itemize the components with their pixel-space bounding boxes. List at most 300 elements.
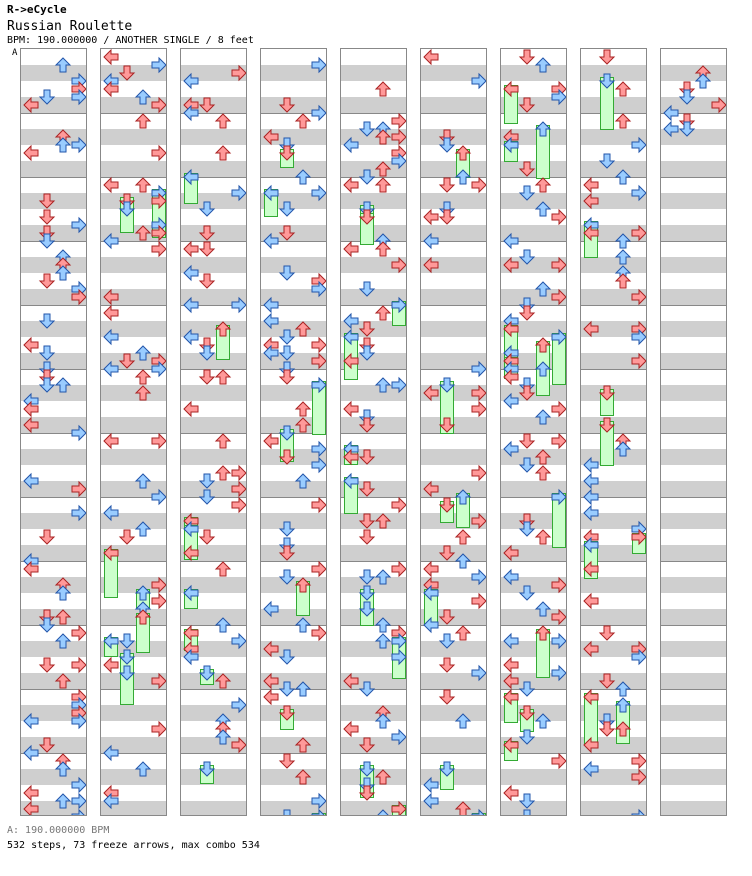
right-arrow-icon (311, 185, 327, 201)
left-arrow-icon (183, 585, 199, 601)
left-arrow-icon (103, 81, 119, 97)
beat-stripe (181, 417, 246, 433)
up-arrow-icon (375, 713, 391, 729)
right-arrow-icon (311, 457, 327, 473)
left-arrow-icon (103, 433, 119, 449)
right-arrow-icon (551, 609, 567, 625)
beat-stripe (661, 193, 726, 209)
left-arrow-icon (583, 321, 599, 337)
right-arrow-icon (551, 753, 567, 769)
right-arrow-icon (471, 569, 487, 585)
left-arrow-icon (103, 305, 119, 321)
left-arrow-icon (103, 361, 119, 377)
left-arrow-icon (583, 593, 599, 609)
beat-stripe (501, 65, 566, 81)
up-arrow-icon (615, 681, 631, 697)
down-arrow-icon (199, 369, 215, 385)
left-arrow-icon (23, 401, 39, 417)
beat-stripe (581, 257, 646, 273)
measure-line (181, 433, 246, 434)
right-arrow-icon (711, 97, 727, 113)
beat-stripe (661, 353, 726, 369)
up-arrow-icon (535, 409, 551, 425)
up-arrow-icon (375, 513, 391, 529)
right-arrow-icon (391, 297, 407, 313)
measure-line (661, 369, 726, 370)
beat-stripe (661, 385, 726, 401)
measure-line (421, 305, 486, 306)
right-arrow-icon (151, 433, 167, 449)
left-arrow-icon (103, 329, 119, 345)
right-arrow-icon (391, 153, 407, 169)
up-arrow-icon (295, 321, 311, 337)
beat-stripe (421, 705, 486, 721)
left-arrow-icon (343, 241, 359, 257)
up-arrow-icon (615, 273, 631, 289)
up-arrow-icon (375, 81, 391, 97)
up-arrow-icon (615, 81, 631, 97)
up-arrow-icon (455, 529, 471, 545)
right-arrow-icon (471, 465, 487, 481)
down-arrow-icon (199, 345, 215, 361)
down-arrow-icon (439, 689, 455, 705)
up-arrow-icon (455, 489, 471, 505)
down-arrow-icon (199, 489, 215, 505)
chart-meta: BPM: 190.000000 / ANOTHER SINGLE / 8 feet (7, 35, 254, 46)
right-arrow-icon (311, 809, 327, 816)
up-arrow-icon (295, 769, 311, 785)
chart-column (420, 48, 487, 816)
down-arrow-icon (519, 585, 535, 601)
left-arrow-icon (423, 561, 439, 577)
right-arrow-icon (631, 185, 647, 201)
right-arrow-icon (231, 481, 247, 497)
right-arrow-icon (551, 289, 567, 305)
left-arrow-icon (263, 345, 279, 361)
measure-line (661, 433, 726, 434)
right-arrow-icon (471, 513, 487, 529)
down-arrow-icon (599, 49, 615, 65)
beat-stripe (661, 673, 726, 689)
right-arrow-icon (551, 665, 567, 681)
up-arrow-icon (55, 609, 71, 625)
right-arrow-icon (471, 809, 487, 816)
down-arrow-icon (279, 705, 295, 721)
down-arrow-icon (119, 353, 135, 369)
left-arrow-icon (503, 257, 519, 273)
right-arrow-icon (151, 145, 167, 161)
up-arrow-icon (55, 793, 71, 809)
right-arrow-icon (391, 497, 407, 513)
right-arrow-icon (471, 385, 487, 401)
down-arrow-icon (39, 233, 55, 249)
right-arrow-icon (391, 113, 407, 129)
left-arrow-icon (183, 297, 199, 313)
beat-stripe (101, 449, 166, 465)
down-arrow-icon (439, 137, 455, 153)
up-arrow-icon (615, 113, 631, 129)
down-arrow-icon (599, 625, 615, 641)
up-arrow-icon (215, 433, 231, 449)
right-arrow-icon (71, 505, 87, 521)
left-arrow-icon (343, 137, 359, 153)
left-arrow-icon (503, 441, 519, 457)
right-arrow-icon (71, 793, 87, 809)
down-arrow-icon (199, 225, 215, 241)
left-arrow-icon (503, 393, 519, 409)
up-arrow-icon (135, 177, 151, 193)
down-arrow-icon (199, 665, 215, 681)
down-arrow-icon (439, 633, 455, 649)
left-arrow-icon (23, 337, 39, 353)
down-arrow-icon (679, 121, 695, 137)
down-arrow-icon (519, 305, 535, 321)
beat-stripe (421, 321, 486, 337)
left-arrow-icon (423, 617, 439, 633)
down-arrow-icon (439, 209, 455, 225)
left-arrow-icon (343, 721, 359, 737)
left-arrow-icon (583, 225, 599, 241)
left-arrow-icon (183, 625, 199, 641)
beat-stripe (661, 801, 726, 816)
beat-stripe (101, 769, 166, 785)
beat-stripe (341, 65, 406, 81)
up-arrow-icon (55, 585, 71, 601)
bpm-marker: A (12, 48, 18, 58)
down-arrow-icon (279, 681, 295, 697)
right-arrow-icon (391, 377, 407, 393)
beat-stripe (101, 705, 166, 721)
right-arrow-icon (71, 625, 87, 641)
up-arrow-icon (535, 361, 551, 377)
down-arrow-icon (119, 665, 135, 681)
beat-stripe (661, 545, 726, 561)
measure-line (661, 689, 726, 690)
beat-stripe (21, 641, 86, 657)
up-arrow-icon (615, 697, 631, 713)
down-arrow-icon (359, 737, 375, 753)
right-arrow-icon (151, 721, 167, 737)
up-arrow-icon (135, 609, 151, 625)
left-arrow-icon (183, 545, 199, 561)
up-arrow-icon (375, 769, 391, 785)
measure-line (581, 369, 646, 370)
right-arrow-icon (631, 329, 647, 345)
measure-line (21, 113, 86, 114)
left-arrow-icon (183, 329, 199, 345)
right-arrow-icon (551, 257, 567, 273)
beat-stripe (421, 449, 486, 465)
chart-column (580, 48, 647, 816)
right-arrow-icon (551, 329, 567, 345)
beat-stripe (341, 97, 406, 113)
right-arrow-icon (551, 633, 567, 649)
up-arrow-icon (535, 713, 551, 729)
up-arrow-icon (615, 441, 631, 457)
down-arrow-icon (359, 681, 375, 697)
up-arrow-icon (135, 345, 151, 361)
up-arrow-icon (215, 145, 231, 161)
up-arrow-icon (535, 201, 551, 217)
up-arrow-icon (215, 561, 231, 577)
down-arrow-icon (519, 793, 535, 809)
up-arrow-icon (535, 449, 551, 465)
beat-stripe (421, 161, 486, 177)
up-arrow-icon (135, 369, 151, 385)
up-arrow-icon (295, 577, 311, 593)
measure-line (21, 177, 86, 178)
right-arrow-icon (391, 729, 407, 745)
up-arrow-icon (375, 241, 391, 257)
left-arrow-icon (423, 385, 439, 401)
beat-stripe (101, 257, 166, 273)
left-arrow-icon (23, 417, 39, 433)
up-arrow-icon (55, 633, 71, 649)
left-arrow-icon (263, 601, 279, 617)
down-arrow-icon (519, 97, 535, 113)
up-arrow-icon (615, 249, 631, 265)
right-arrow-icon (231, 697, 247, 713)
right-arrow-icon (151, 361, 167, 377)
up-arrow-icon (535, 121, 551, 137)
right-arrow-icon (631, 529, 647, 545)
down-arrow-icon (439, 497, 455, 513)
right-arrow-icon (311, 105, 327, 121)
down-arrow-icon (439, 417, 455, 433)
down-arrow-icon (359, 569, 375, 585)
up-arrow-icon (55, 673, 71, 689)
down-arrow-icon (359, 585, 375, 601)
down-arrow-icon (39, 377, 55, 393)
chart-column (180, 48, 247, 816)
left-arrow-icon (23, 145, 39, 161)
left-arrow-icon (583, 177, 599, 193)
left-arrow-icon (503, 369, 519, 385)
down-arrow-icon (359, 169, 375, 185)
down-arrow-icon (519, 185, 535, 201)
right-arrow-icon (551, 89, 567, 105)
right-arrow-icon (231, 185, 247, 201)
right-arrow-icon (551, 433, 567, 449)
up-arrow-icon (455, 145, 471, 161)
right-arrow-icon (471, 665, 487, 681)
down-arrow-icon (359, 529, 375, 545)
left-arrow-icon (503, 569, 519, 585)
left-arrow-icon (343, 329, 359, 345)
up-arrow-icon (295, 113, 311, 129)
left-arrow-icon (103, 633, 119, 649)
right-arrow-icon (151, 225, 167, 241)
down-arrow-icon (599, 417, 615, 433)
left-arrow-icon (23, 97, 39, 113)
left-arrow-icon (183, 649, 199, 665)
right-arrow-icon (471, 73, 487, 89)
right-arrow-icon (71, 809, 87, 816)
up-arrow-icon (215, 321, 231, 337)
beat-stripe (421, 97, 486, 113)
measure-line (661, 625, 726, 626)
left-arrow-icon (343, 313, 359, 329)
right-arrow-icon (311, 353, 327, 369)
down-arrow-icon (279, 425, 295, 441)
up-arrow-icon (215, 729, 231, 745)
up-arrow-icon (375, 617, 391, 633)
right-arrow-icon (631, 649, 647, 665)
beat-stripe (181, 801, 246, 816)
down-arrow-icon (39, 737, 55, 753)
left-arrow-icon (423, 777, 439, 793)
up-arrow-icon (135, 89, 151, 105)
up-arrow-icon (535, 465, 551, 481)
down-arrow-icon (359, 121, 375, 137)
beat-stripe (661, 769, 726, 785)
beat-stripe (421, 737, 486, 753)
up-arrow-icon (135, 521, 151, 537)
beat-stripe (661, 289, 726, 305)
up-arrow-icon (55, 377, 71, 393)
right-arrow-icon (71, 137, 87, 153)
song-title: Russian Roulette (7, 19, 133, 34)
right-arrow-icon (471, 177, 487, 193)
measure-line (661, 497, 726, 498)
right-arrow-icon (151, 577, 167, 593)
left-arrow-icon (183, 401, 199, 417)
up-arrow-icon (295, 169, 311, 185)
beat-stripe (661, 321, 726, 337)
measure-line (101, 113, 166, 114)
beat-stripe (101, 385, 166, 401)
up-arrow-icon (615, 721, 631, 737)
right-arrow-icon (151, 489, 167, 505)
right-arrow-icon (471, 593, 487, 609)
measure-line (341, 753, 406, 754)
left-arrow-icon (583, 193, 599, 209)
up-arrow-icon (535, 601, 551, 617)
down-arrow-icon (439, 177, 455, 193)
left-arrow-icon (343, 401, 359, 417)
up-arrow-icon (295, 617, 311, 633)
up-arrow-icon (215, 617, 231, 633)
right-arrow-icon (231, 737, 247, 753)
up-arrow-icon (615, 169, 631, 185)
up-arrow-icon (135, 761, 151, 777)
down-arrow-icon (119, 201, 135, 217)
left-arrow-icon (23, 801, 39, 816)
down-arrow-icon (519, 681, 535, 697)
beat-stripe (501, 417, 566, 433)
left-arrow-icon (343, 473, 359, 489)
left-arrow-icon (503, 137, 519, 153)
measure-line (101, 625, 166, 626)
left-arrow-icon (263, 129, 279, 145)
left-arrow-icon (103, 745, 119, 761)
beat-stripe (661, 225, 726, 241)
right-arrow-icon (231, 65, 247, 81)
up-arrow-icon (455, 713, 471, 729)
beat-stripe (341, 545, 406, 561)
left-arrow-icon (343, 449, 359, 465)
bpm-footer: A: 190.000000 BPM (7, 825, 110, 836)
beat-stripe (661, 641, 726, 657)
down-arrow-icon (39, 209, 55, 225)
left-arrow-icon (23, 473, 39, 489)
up-arrow-icon (455, 169, 471, 185)
left-arrow-icon (583, 537, 599, 553)
down-arrow-icon (519, 705, 535, 721)
right-arrow-icon (71, 713, 87, 729)
down-arrow-icon (279, 201, 295, 217)
right-arrow-icon (311, 281, 327, 297)
down-arrow-icon (359, 761, 375, 777)
up-arrow-icon (55, 761, 71, 777)
up-arrow-icon (455, 625, 471, 641)
right-arrow-icon (391, 801, 407, 816)
down-arrow-icon (119, 529, 135, 545)
right-arrow-icon (311, 561, 327, 577)
down-arrow-icon (39, 657, 55, 673)
left-arrow-icon (423, 49, 439, 65)
measure-line (21, 497, 86, 498)
down-arrow-icon (359, 601, 375, 617)
measure-line (661, 305, 726, 306)
right-arrow-icon (631, 137, 647, 153)
left-arrow-icon (263, 673, 279, 689)
down-arrow-icon (199, 241, 215, 257)
beat-stripe (181, 385, 246, 401)
down-arrow-icon (279, 265, 295, 281)
measure-line (181, 561, 246, 562)
down-arrow-icon (119, 633, 135, 649)
down-arrow-icon (279, 225, 295, 241)
right-arrow-icon (391, 649, 407, 665)
beat-stripe (21, 257, 86, 273)
up-arrow-icon (375, 377, 391, 393)
right-arrow-icon (631, 809, 647, 816)
right-arrow-icon (231, 465, 247, 481)
left-arrow-icon (183, 105, 199, 121)
left-arrow-icon (583, 689, 599, 705)
down-arrow-icon (439, 377, 455, 393)
left-arrow-icon (103, 545, 119, 561)
left-arrow-icon (103, 177, 119, 193)
chart-column (260, 48, 327, 816)
down-arrow-icon (599, 721, 615, 737)
beat-stripe (181, 609, 246, 625)
left-arrow-icon (423, 257, 439, 273)
beat-stripe (661, 577, 726, 593)
up-arrow-icon (215, 113, 231, 129)
down-arrow-icon (119, 649, 135, 665)
left-arrow-icon (183, 169, 199, 185)
left-arrow-icon (583, 761, 599, 777)
beat-stripe (661, 481, 726, 497)
right-arrow-icon (151, 673, 167, 689)
right-arrow-icon (631, 353, 647, 369)
right-arrow-icon (151, 57, 167, 73)
right-arrow-icon (71, 481, 87, 497)
right-arrow-icon (391, 129, 407, 145)
up-arrow-icon (375, 129, 391, 145)
up-arrow-icon (535, 625, 551, 641)
up-arrow-icon (375, 809, 391, 816)
left-arrow-icon (503, 785, 519, 801)
down-arrow-icon (199, 473, 215, 489)
down-arrow-icon (279, 569, 295, 585)
beat-stripe (181, 449, 246, 465)
down-arrow-icon (519, 249, 535, 265)
down-arrow-icon (519, 729, 535, 745)
up-arrow-icon (55, 265, 71, 281)
